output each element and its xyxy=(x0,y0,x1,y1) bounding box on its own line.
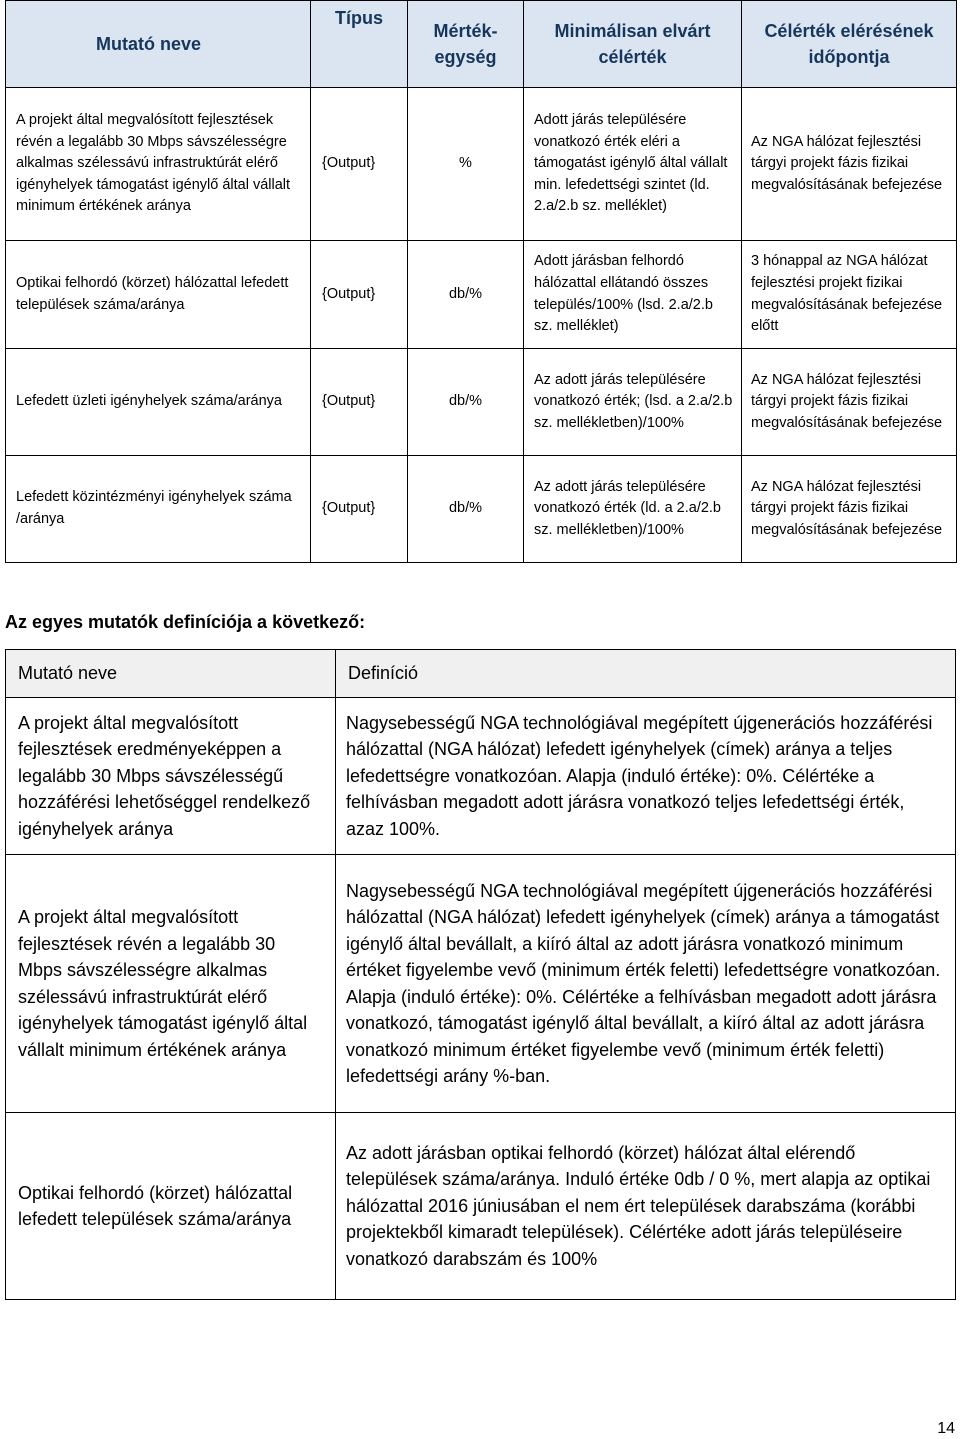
indicator-type: {Output} xyxy=(311,241,408,349)
table-row xyxy=(6,855,956,1113)
page-number: 14 xyxy=(937,1420,955,1437)
definition-table-header xyxy=(6,650,956,698)
table-row xyxy=(6,698,956,855)
header-indicator-name: Mutató neve xyxy=(6,1,311,88)
indicator-target-date: 3 hónappal az NGA hálózat fejlesztési projekt fizikai megvalósításának befejezése előtt xyxy=(742,241,957,349)
indicator-min-target: Adott járásban felhordó hálózattal ellátandó összes település/100% (lsd. 2.a/2.b sz. melléklet) xyxy=(524,241,742,349)
definition-indicator-name: A projekt által megvalósított fejlesztések révén a legalább 30 Mbps sávszélességre alkalmas szélessávú infrastruktúrát elérő igényhelyek támogatást igénylő által vállalt minimum értékének aránya xyxy=(6,855,336,1113)
header-definition: Definíció xyxy=(336,650,956,698)
definition-text: Nagysebességű NGA technológiával megépített újgenerációs hozzáférési hálózattal (NGA hálózat) lefedett igényhelyek (címek) aránya a teljes lefedettségre vonatkozóan. Alapja (induló értéke): 0%. Célértéke a felhívásban megadott adott járásra vonatkozó teljes lefedettségi érték, azaz 100%. xyxy=(336,698,956,855)
definition-text: Nagysebességű NGA technológiával megépített újgenerációs hozzáférési hálózattal (NGA hálózat) lefedett igényhelyek (címek) aránya a támogatást igénylő által bevállalt, a kiíró által az adott járásra vonatkozó minimum értéket figyelembe vevő (minimum érték feletti) lefedettségre vonatkozóan. Alapja (induló értéke): 0%. Célértéke a felhívásban megadott adott járásra vonatkozó, támogatást igénylő által bevállalt, a kiíró által az adott járásra vonatkozó minimum értéket figyelembe vevő (minimum érték feletti) lefedettségi arány %-ban. xyxy=(336,855,956,1113)
indicator-target-date: Az NGA hálózat fejlesztési tárgyi projekt fázis fizikai megvalósításának befejezése xyxy=(742,88,957,241)
header-type: Típus xyxy=(311,1,408,88)
header-definition-name: Mutató neve xyxy=(6,650,336,698)
table-row xyxy=(6,349,957,456)
header-min-target: Minimálisan elvárt célérték xyxy=(524,1,742,88)
indicator-table xyxy=(5,0,957,563)
indicator-min-target: Az adott járás településére vonatkozó érték; (lsd. a 2.a/2.b sz. mellékletben)/100% xyxy=(524,349,742,456)
header-target-date: Célérték elérésének időpontja xyxy=(742,1,957,88)
indicator-min-target: Adott járás településére vonatkozó érték eléri a támogatást igénylő által vállalt min. lefedettségi szintet (ld. 2.a/2.b sz. melléklet) xyxy=(524,88,742,241)
indicator-type: {Output} xyxy=(311,349,408,456)
indicator-name: Lefedett üzleti igényhelyek száma/aránya xyxy=(6,349,311,456)
indicator-name: Lefedett közintézményi igényhelyek száma /aránya xyxy=(6,456,311,563)
header-unit: Mérték- egység xyxy=(408,1,524,88)
indicator-target-date: Az NGA hálózat fejlesztési tárgyi projekt fázis fizikai megvalósításának befejezése xyxy=(742,349,957,456)
definition-text: Az adott járásban optikai felhordó (körzet) hálózat által elérendő települések száma/aránya. Induló értéke 0db / 0 %, mert alapja az optikai hálózattal 2016 júniusában el nem ért települések darabszáma (korábbi projektekből kimaradt települések). Célértéke adott járás településeire vonatkozó darabszám és 100% xyxy=(336,1113,956,1300)
indicator-table-header xyxy=(6,1,957,88)
indicator-name: A projekt által megvalósított fejlesztések révén a legalább 30 Mbps sávszélességre alkalmas szélessávú infrastruktúrát elérő igényhelyek támogatást igénylő által vállalt minimum értékének aránya xyxy=(6,88,311,241)
indicator-unit: db/% xyxy=(408,241,524,349)
section-heading: Az egyes mutatók definíciója a következő: xyxy=(5,612,366,632)
definition-table xyxy=(5,649,956,1300)
indicator-type: {Output} xyxy=(311,88,408,241)
definition-indicator-name: A projekt által megvalósított fejlesztések eredményeképpen a legalább 30 Mbps sávszélességű hozzáférési lehetőséggel rendelkező igényhelyek aránya xyxy=(6,698,336,855)
indicator-type: {Output} xyxy=(311,456,408,563)
definition-indicator-name: Optikai felhordó (körzet) hálózattal lefedett települések száma/aránya xyxy=(6,1113,336,1300)
indicator-name: Optikai felhordó (körzet) hálózattal lefedett települések száma/aránya xyxy=(6,241,311,349)
indicator-target-date: Az NGA hálózat fejlesztési tárgyi projekt fázis fizikai megvalósításának befejezése xyxy=(742,456,957,563)
table-row xyxy=(6,456,957,563)
indicator-min-target: Az adott járás településére vonatkozó érték (ld. a 2.a/2.b sz. mellékletben)/100% xyxy=(524,456,742,563)
table-row xyxy=(6,241,957,349)
table-row xyxy=(6,88,957,241)
table-row xyxy=(6,1113,956,1300)
indicator-unit: db/% xyxy=(408,349,524,456)
indicator-unit: % xyxy=(408,88,524,241)
indicator-unit: db/% xyxy=(408,456,524,563)
